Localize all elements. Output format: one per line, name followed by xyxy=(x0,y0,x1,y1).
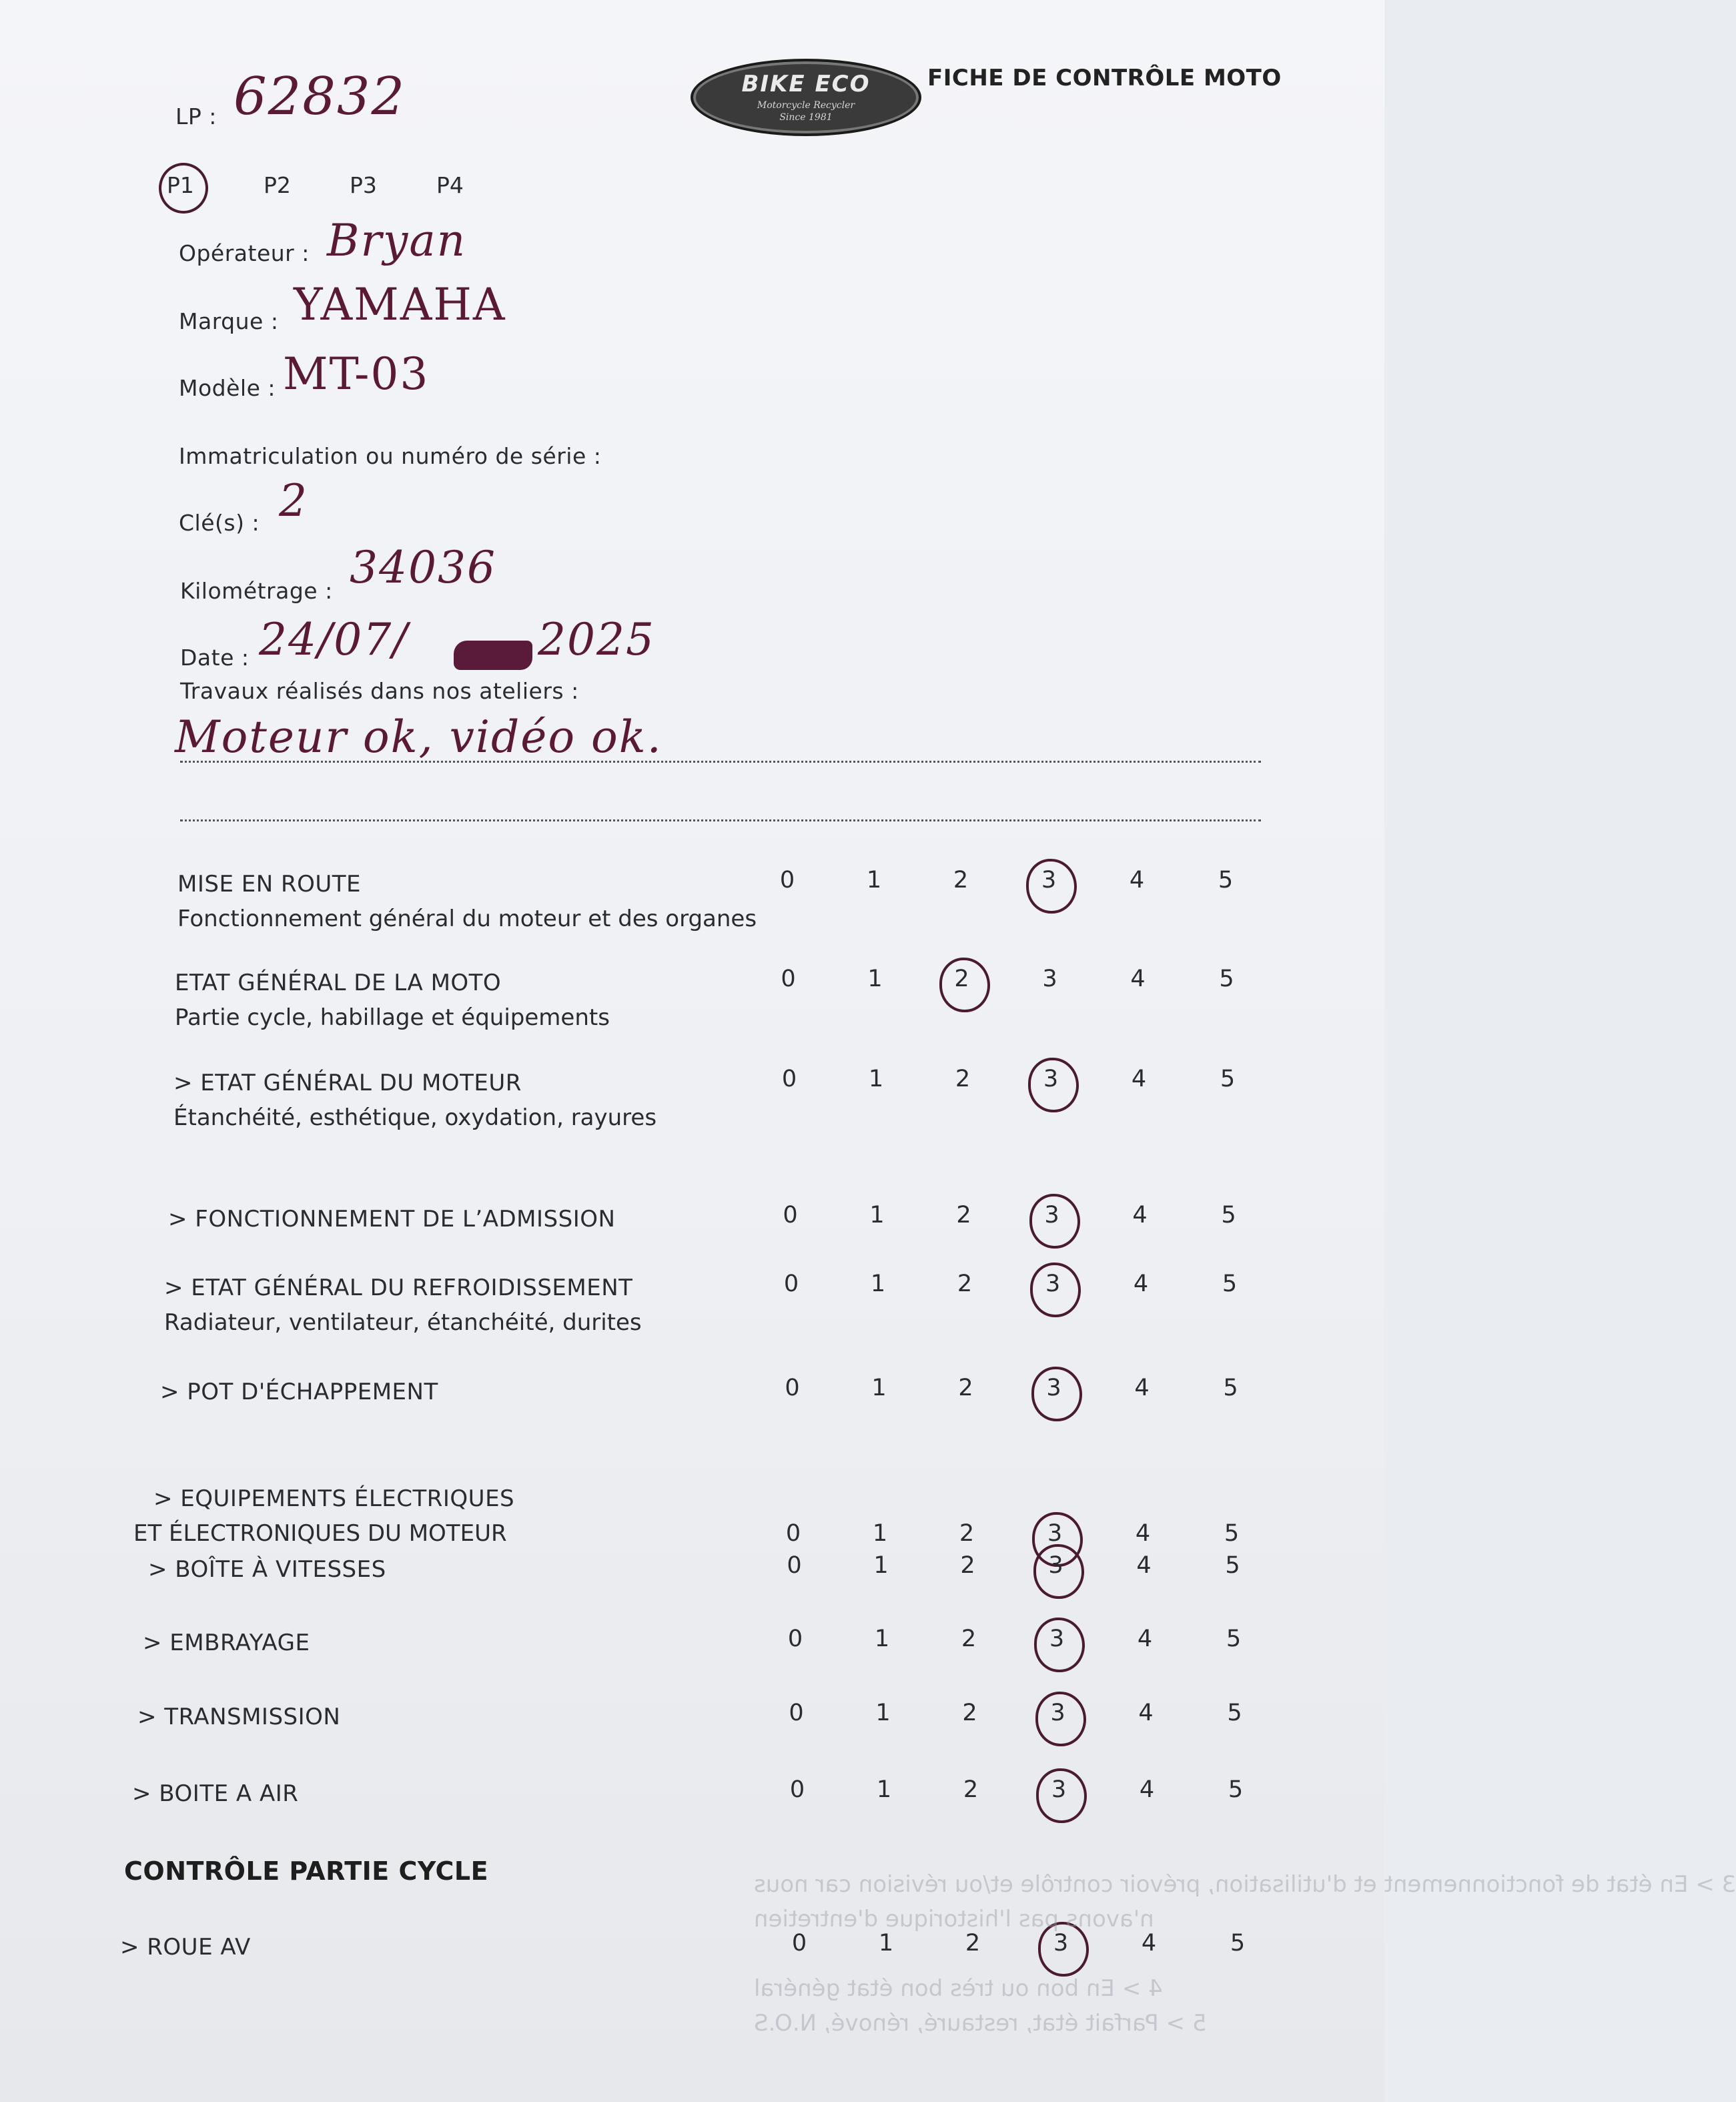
show-through-line-3: 4 > En bon ou très bon état général xyxy=(754,1975,1163,2002)
check-row-4-score-1: 1 xyxy=(869,1202,885,1229)
position-p2: P2 xyxy=(264,172,291,198)
check-row-4-score-4: 4 xyxy=(1132,1202,1148,1229)
works-label: Travaux réalisés dans nos ateliers : xyxy=(180,678,579,704)
check-row-5-score-5: 5 xyxy=(1222,1271,1238,1297)
check-row-1-selected-circle xyxy=(1026,859,1077,914)
date-value-end: 2025 xyxy=(538,614,655,665)
check-row-8-selected-circle xyxy=(1033,1544,1084,1599)
check-row-5-score-1: 1 xyxy=(870,1271,886,1297)
check-row-10-score-3: 3 xyxy=(1050,1700,1065,1726)
check-row-1-score-0: 0 xyxy=(779,867,795,894)
check-row-6-selected-circle xyxy=(1031,1367,1082,1421)
check-row-9-score-4: 4 xyxy=(1137,1626,1153,1652)
check-row-1-score-1: 1 xyxy=(866,867,882,894)
check-row-11-score-2: 2 xyxy=(963,1776,979,1803)
check-row-7-score-0: 0 xyxy=(785,1520,801,1547)
check-row-2-score-5: 5 xyxy=(1219,966,1234,992)
cycle-row-1-score-2: 2 xyxy=(965,1930,981,1957)
cycle-row-1-score-4: 4 xyxy=(1141,1930,1157,1957)
check-row-6-score-5: 5 xyxy=(1223,1375,1238,1401)
check-row-8-score-3: 3 xyxy=(1048,1552,1063,1579)
check-row-7-score-4: 4 xyxy=(1135,1520,1151,1547)
check-row-7-score-3: 3 xyxy=(1047,1520,1063,1547)
check-row-3-score-4: 4 xyxy=(1131,1066,1147,1092)
check-row-2-subtitle: Partie cycle, habillage et équipements xyxy=(175,1004,610,1031)
cycle-row-1-title: > ROUE AV xyxy=(120,1934,251,1961)
check-row-3-subtitle: Étanchéité, esthétique, oxydation, rayures xyxy=(173,1104,657,1131)
check-row-10-selected-circle xyxy=(1035,1692,1086,1746)
check-row-1-score-5: 5 xyxy=(1218,867,1234,894)
works-line-2 xyxy=(180,819,1261,821)
brand-value: YAMAHA xyxy=(294,279,506,330)
lp-value: 62832 xyxy=(234,67,406,127)
works-line-1 xyxy=(180,761,1261,763)
keys-label: Clé(s) : xyxy=(179,510,260,536)
check-row-8-score-0: 0 xyxy=(787,1552,802,1579)
registration-label: Immatriculation ou numéro de série : xyxy=(179,443,602,469)
check-row-5-subtitle: Radiateur, ventilateur, étanchéité, durites xyxy=(164,1309,642,1336)
show-through-line-4: 5 > Parfait état, restauré, rénové, N.O.S xyxy=(754,2010,1207,2037)
cycle-row-1-score-3: 3 xyxy=(1053,1930,1069,1957)
check-row-11-selected-circle xyxy=(1036,1768,1087,1823)
position-p4: P4 xyxy=(436,172,464,198)
check-row-5-score-3: 3 xyxy=(1045,1271,1061,1297)
check-row-10-score-0: 0 xyxy=(789,1700,804,1726)
check-row-3-score-1: 1 xyxy=(868,1066,884,1092)
logo-name: BIKE ECO xyxy=(741,71,871,97)
check-row-4-score-2: 2 xyxy=(956,1202,971,1229)
check-row-10-score-5: 5 xyxy=(1227,1700,1242,1726)
check-row-6-score-0: 0 xyxy=(785,1375,800,1401)
check-row-4-score-5: 5 xyxy=(1221,1202,1236,1229)
check-row-4-score-3: 3 xyxy=(1044,1202,1059,1229)
check-row-5-selected-circle xyxy=(1030,1263,1081,1317)
check-row-1-subtitle: Fonctionnement général du moteur et des organes xyxy=(177,906,757,932)
check-row-4-selected-circle xyxy=(1029,1194,1080,1249)
check-row-5-score-4: 4 xyxy=(1133,1271,1149,1297)
check-row-8-title: > BOÎTE À VITESSES xyxy=(148,1556,386,1583)
check-row-6-score-4: 4 xyxy=(1134,1375,1150,1401)
operator-label: Opérateur : xyxy=(179,240,310,266)
operator-value: Bryan xyxy=(327,215,467,266)
check-row-7-title: > EQUIPEMENTS ÉLECTRIQUES xyxy=(153,1485,515,1512)
model-value: MT-03 xyxy=(283,348,430,400)
check-row-9-score-1: 1 xyxy=(874,1626,890,1652)
model-label: Modèle : xyxy=(179,375,276,401)
check-row-9-title: > EMBRAYAGE xyxy=(143,1630,310,1656)
check-row-8-score-5: 5 xyxy=(1225,1552,1240,1579)
check-row-4-title: > FONCTIONNEMENT DE L’ADMISSION xyxy=(168,1206,616,1233)
check-row-2-score-0: 0 xyxy=(781,966,796,992)
brand-label: Marque : xyxy=(179,308,279,334)
check-row-6-score-2: 2 xyxy=(958,1375,973,1401)
check-row-5-score-2: 2 xyxy=(957,1271,973,1297)
cycle-row-1-score-0: 0 xyxy=(791,1930,807,1957)
check-row-6-title: > POT D'ÉCHAPPEMENT xyxy=(160,1379,438,1405)
check-row-2-title: ETAT GÉNÉRAL DE LA MOTO xyxy=(175,970,502,996)
check-row-11-score-0: 0 xyxy=(789,1776,805,1803)
check-row-1-title: MISE EN ROUTE xyxy=(177,871,361,898)
check-row-2-score-3: 3 xyxy=(1042,966,1057,992)
lp-label: LP : xyxy=(175,103,217,129)
check-row-2-score-4: 4 xyxy=(1130,966,1146,992)
bike-eco-logo xyxy=(691,59,921,136)
check-row-10-score-2: 2 xyxy=(962,1700,977,1726)
check-row-9-score-2: 2 xyxy=(961,1626,977,1652)
check-row-8-score-2: 2 xyxy=(960,1552,975,1579)
check-row-5-score-0: 0 xyxy=(783,1271,799,1297)
check-row-11-title: > BOITE A AIR xyxy=(132,1780,299,1807)
check-row-7-subtitle: ET ÉLECTRONIQUES DU MOTEUR xyxy=(133,1520,507,1547)
check-row-2-score-2: 2 xyxy=(954,966,969,992)
check-row-3-score-5: 5 xyxy=(1220,1066,1236,1092)
check-row-10-score-1: 1 xyxy=(875,1700,891,1726)
keys-value: 2 xyxy=(279,475,308,527)
check-row-1-score-4: 4 xyxy=(1129,867,1145,894)
cycle-section-title: CONTRÔLE PARTIE CYCLE xyxy=(124,1856,489,1886)
cycle-row-1-score-1: 1 xyxy=(878,1930,894,1957)
check-row-11-score-5: 5 xyxy=(1228,1776,1244,1803)
position-p1: P1 xyxy=(167,172,194,198)
check-row-10-title: > TRANSMISSION xyxy=(137,1704,341,1730)
check-row-6-score-1: 1 xyxy=(871,1375,887,1401)
logo-since: Since 1981 xyxy=(779,112,833,123)
check-row-8-score-4: 4 xyxy=(1136,1552,1152,1579)
check-row-11-score-3: 3 xyxy=(1051,1776,1067,1803)
date-value-start: 24/07/ xyxy=(259,614,409,665)
logo-tagline: Motorcycle Recycler xyxy=(757,100,855,111)
check-row-4-score-0: 0 xyxy=(783,1202,798,1229)
works-value: Moteur ok, vidéo ok. xyxy=(175,711,663,763)
check-row-9-score-3: 3 xyxy=(1049,1626,1065,1652)
check-row-9-score-0: 0 xyxy=(787,1626,803,1652)
check-row-1-score-3: 3 xyxy=(1041,867,1057,894)
check-row-5-title: > ETAT GÉNÉRAL DU REFROIDISSEMENT xyxy=(164,1275,633,1301)
show-through-line-2: n'avons pas l'historique d'entretien xyxy=(754,1906,1154,1933)
redaction-mark xyxy=(454,641,532,670)
check-row-3-selected-circle xyxy=(1028,1058,1079,1112)
show-through-line-1: 3 > En état de fonctionnement et d'utilisation, prévoir contrôle et/ou révision car nous xyxy=(754,1871,1736,1898)
check-row-6-score-3: 3 xyxy=(1046,1375,1061,1401)
check-row-10-score-4: 4 xyxy=(1138,1700,1154,1726)
check-row-3-title: > ETAT GÉNÉRAL DU MOTEUR xyxy=(173,1070,522,1096)
check-row-2-selected-circle xyxy=(939,958,990,1012)
check-row-3-score-3: 3 xyxy=(1043,1066,1059,1092)
check-row-1-score-2: 2 xyxy=(953,867,969,894)
document-title: FICHE DE CONTRÔLE MOTO xyxy=(927,65,1282,91)
check-row-7-score-2: 2 xyxy=(959,1520,975,1547)
mileage-label: Kilométrage : xyxy=(180,578,333,604)
cycle-row-1-score-5: 5 xyxy=(1230,1930,1246,1957)
check-row-9-selected-circle xyxy=(1034,1618,1085,1672)
check-row-11-score-1: 1 xyxy=(876,1776,892,1803)
date-label: Date : xyxy=(180,645,250,671)
check-row-2-score-1: 1 xyxy=(867,966,883,992)
check-row-3-score-2: 2 xyxy=(955,1066,971,1092)
check-row-7-score-5: 5 xyxy=(1224,1520,1240,1547)
check-row-9-score-5: 5 xyxy=(1226,1626,1242,1652)
mileage-value: 34036 xyxy=(350,542,496,593)
check-row-7-score-1: 1 xyxy=(872,1520,888,1547)
check-row-11-score-4: 4 xyxy=(1139,1776,1155,1803)
position-p3: P3 xyxy=(350,172,377,198)
check-row-8-score-1: 1 xyxy=(873,1552,889,1579)
check-row-3-score-0: 0 xyxy=(781,1066,797,1092)
